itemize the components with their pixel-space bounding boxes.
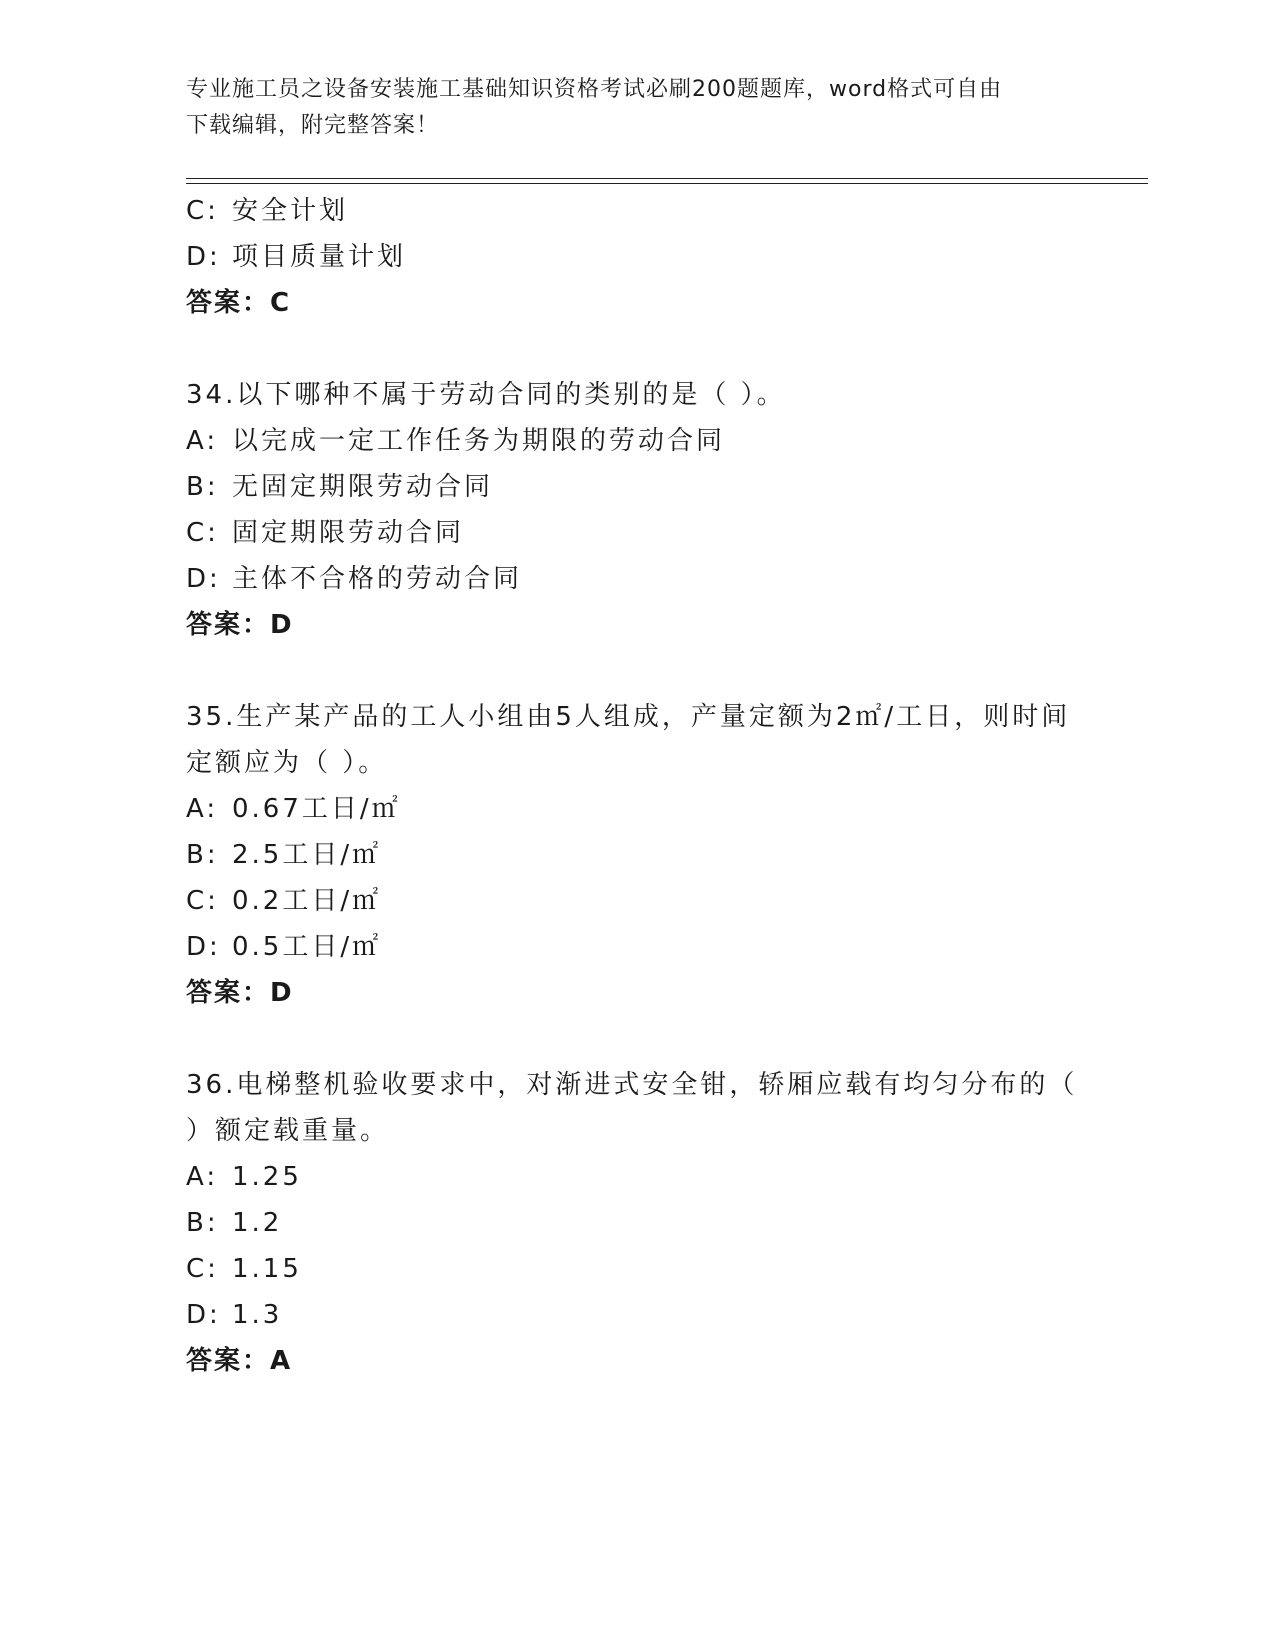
option-a <box>186 418 1086 464</box>
answer-line: 答案：C <box>186 288 292 318</box>
option-text: 安全计划 <box>232 196 349 226</box>
question-stem-continued: ）额定载重量。 <box>186 1116 390 1146</box>
option-d <box>186 924 1086 970</box>
option-d <box>186 556 1086 602</box>
spacer <box>186 326 1086 372</box>
option-letter: A: <box>186 794 219 824</box>
question-34 <box>186 372 1086 648</box>
option-letter: A: <box>186 1162 219 1192</box>
option-text: 1.2 <box>232 1208 283 1238</box>
option-text: 0.5工日/㎡ <box>232 932 382 962</box>
option-a <box>186 1154 1086 1200</box>
continued-question <box>186 188 1086 326</box>
spacer <box>186 1016 1086 1062</box>
option-letter: C: <box>186 1254 219 1284</box>
option-letter: D: <box>186 932 221 962</box>
option-text: 2.5工日/㎡ <box>232 840 382 870</box>
option-letter: C: <box>186 518 219 548</box>
option-letter: B: <box>186 472 219 502</box>
option-b <box>186 832 1086 878</box>
option-a <box>186 786 1086 832</box>
question-stem: 35.生产某产品的工人小组由5人组成，产量定额为2㎡/工日，则时间 <box>186 702 1071 732</box>
header-divider-top <box>186 178 1148 179</box>
option-text: 1.3 <box>232 1300 283 1330</box>
question-stem: 36.电梯整机验收要求中，对渐进式安全钳，轿厢应载有均匀分布的（ <box>186 1070 1078 1100</box>
option-c <box>186 1246 1086 1292</box>
option-letter: A: <box>186 426 219 456</box>
option-letter: D: <box>186 1300 221 1330</box>
option-text: 无固定期限劳动合同 <box>232 472 494 502</box>
header-line-2: 下载编辑，附完整答案！ <box>186 113 440 138</box>
option-text: 0.67工日/㎡ <box>232 794 401 824</box>
option-text: 固定期限劳动合同 <box>232 518 465 548</box>
question-36 <box>186 1062 1086 1384</box>
header-divider-bottom <box>186 183 1148 184</box>
option-text: 项目质量计划 <box>232 242 407 272</box>
option-letter: C: <box>186 196 219 226</box>
question-stem-continued: 定额应为（ ）。 <box>186 748 388 778</box>
option-d <box>186 1292 1086 1338</box>
option-letter: C: <box>186 886 219 916</box>
answer-line: 答案：D <box>186 610 294 640</box>
option-text: 0.2工日/㎡ <box>232 886 382 916</box>
header-line-1: 专业施工员之设备安装施工基础知识资格考试必刷200题题库，word格式可自由 <box>186 77 1003 102</box>
option-c <box>186 510 1086 556</box>
option-b <box>186 1200 1086 1246</box>
answer-line: 答案：D <box>186 978 294 1008</box>
question-list <box>186 188 1086 1384</box>
option-text: 1.15 <box>232 1254 302 1284</box>
option-text: 以完成一定工作任务为期限的劳动合同 <box>232 426 726 456</box>
option-c <box>186 878 1086 924</box>
option-letter: D: <box>186 564 221 594</box>
option-letter: B: <box>186 1208 219 1238</box>
page-header <box>186 72 1086 144</box>
option-text: 1.25 <box>232 1162 302 1192</box>
question-35 <box>186 694 1086 1016</box>
option-letter: D: <box>186 242 221 272</box>
spacer <box>186 648 1086 694</box>
option-d <box>186 234 1086 280</box>
option-text: 主体不合格的劳动合同 <box>232 564 523 594</box>
question-stem: 34.以下哪种不属于劳动合同的类别的是（ ）。 <box>186 380 786 410</box>
option-b <box>186 464 1086 510</box>
answer-line: 答案：A <box>186 1346 293 1376</box>
option-letter: B: <box>186 840 219 870</box>
option-c <box>186 188 1086 234</box>
